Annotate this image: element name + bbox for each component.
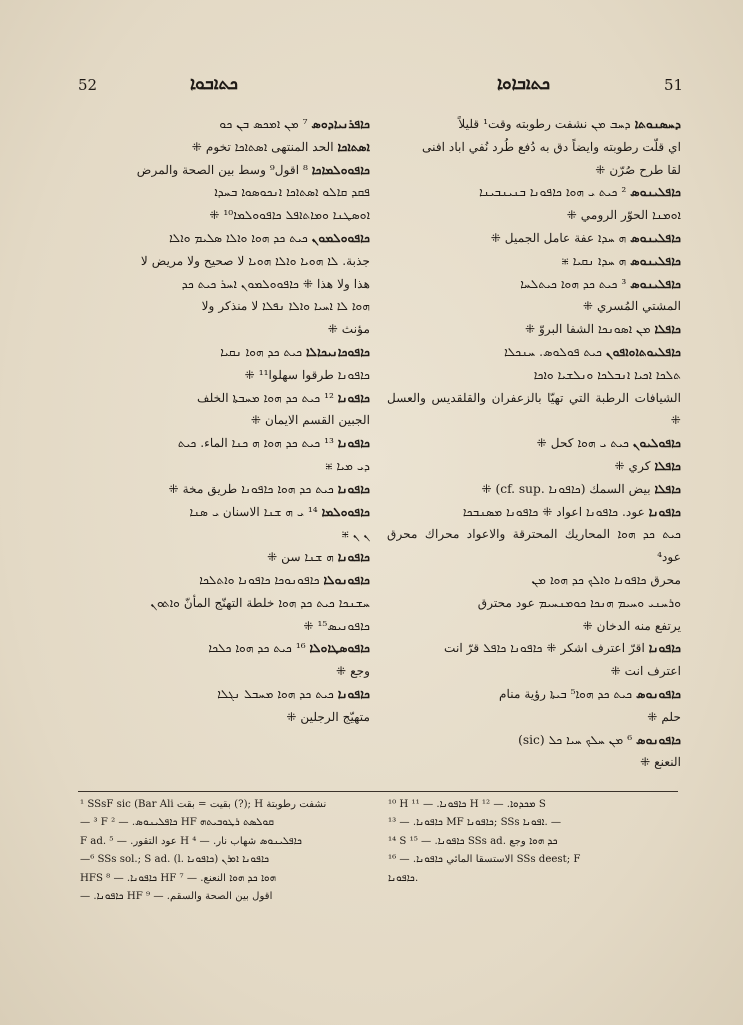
entry-line xyxy=(76,295,370,318)
gloss-text: ܘܪܚܢܝ ܘܚܝܡ ܗܢܟܐ ܟܘܡܢܚܝܡ عود محترق xyxy=(477,595,681,610)
entry-line xyxy=(387,387,681,433)
gloss-text: ܗ ܚܕܐ عفة عامل الجميل ⁜ xyxy=(490,230,627,245)
entry-line xyxy=(76,113,370,136)
footnote-line: ܟܐܦܘܢܐ. — ¹³ MF ܟܐܦܘܢܐ; SSs ܐܦܘܢܐ. — xyxy=(388,817,562,829)
gloss-text: ܕܚܒ ܡܢ نشفت رطوبته وقت¹ قليلاً xyxy=(458,117,631,131)
entry-line xyxy=(387,455,681,478)
entry-line xyxy=(387,295,681,318)
entry-line xyxy=(387,706,681,729)
entry-line xyxy=(387,523,681,569)
syriac-headword: ܟܐܦܘܢܐ xyxy=(648,504,681,519)
syriac-headword: ܟܐܦܘܢܐ xyxy=(337,436,370,451)
gloss-text: ܗ ܫܢܐ سن ⁜ xyxy=(267,550,334,565)
footnote-line: ¹⁴ S ܟܐܦܘܢܐ. — ¹⁵ SSs ad. ܟܕ ܗܘܐ وجع xyxy=(388,835,558,847)
gloss-text: ܟܐܦܘܢܐ طرقوا سهلوا¹¹ ⁜ xyxy=(244,367,370,382)
gloss-text: هذا ولا هذا ⁜ ܟܐܦܘܘܠܡܘܢ ܐܚܪ ܟܝܬ ܟܕ xyxy=(181,276,370,291)
entry-line xyxy=(76,501,370,524)
entry-line xyxy=(76,615,370,638)
gloss-text: ܟܝܬ ܝ ܗܘܐ كحل ⁜ xyxy=(536,436,630,451)
syriac-headword: ܟܐܦܘܢܘܣ xyxy=(635,686,681,701)
entry-line xyxy=(387,341,681,364)
entry-line xyxy=(387,637,681,660)
entry-line xyxy=(76,523,370,546)
entry-line xyxy=(76,592,370,615)
entry-line xyxy=(387,159,681,182)
syriac-headword: ܟܐܦܘܢܐ xyxy=(337,550,370,565)
gloss-text: ¹² ܟܝܬ ܟܕ ܗܘܐ ܡܚܒܬܐ الخلف xyxy=(197,390,334,405)
footnote-divider xyxy=(78,791,678,792)
footnote-line: — .ܟܐܦܘܢܐ HF ⁹ — .اقول بين الصحة والسقم xyxy=(80,891,273,903)
footnote-line: الاستسقا المائي ܟܐܦܘܢܐ. — ¹⁶ SSs deest; F xyxy=(388,854,581,866)
gloss-text: ܗܘܐ ܠܐ ܐܚܝܐ ܘܐܠܐ ܢܦܠܐ لا منذكر ولا xyxy=(201,299,370,314)
entry-line xyxy=(76,660,370,683)
footnote-line: HFS ⁸ — .ܟܐܦܘܢܐ HF ⁷ — .ܗܘܐ ܟܕ ܗܘܐ النعنع xyxy=(80,872,277,884)
entry-line xyxy=(387,615,681,638)
entry-line xyxy=(76,432,370,455)
gloss-text: ⁷ ܡܢ ܐܡܟܣ ܒܢ ܟܘ xyxy=(219,117,308,131)
entry-line xyxy=(387,478,681,501)
syriac-headword: ܟܐܦܘܘܠܡܐ xyxy=(321,504,370,519)
gloss-text: ܟܝܬ ܟܕ ܗܘܐ ܟܐܦܘܢܐ طريق مخة ⁜ xyxy=(168,481,334,496)
syriac-headword: ܟܐܦܘܢܐ xyxy=(337,686,370,701)
gloss-text: ¹³ ܟܝܬ ܟܕ ܗܘܐ ܗ ܟܢܐ الماء. ܟܝܬ xyxy=(177,436,334,451)
entry-line xyxy=(76,706,370,729)
left-column xyxy=(76,113,370,729)
syriac-headword: ܐܣܬܐܟܐ xyxy=(337,139,370,154)
entry-line xyxy=(76,204,370,227)
footnote-line: —⁶ SSs sol.; S ad. (l. ܟܐܦܘܢܐ) ܟܐܦܘܢܐ ܐܘܪܢ xyxy=(80,854,270,866)
left-running-title: ܟܬܐܒܘܐ xyxy=(190,74,238,94)
entry-line xyxy=(76,227,370,250)
gloss-text: ¹⁶ ܟܝܬ ܟܕ ܗܘܐ ܟܠܟܐ xyxy=(208,641,306,656)
syriac-headword: ܟܐܦܠܝܢܘܣ xyxy=(630,253,681,268)
right-running-title: ܟܬܐܒܐܘܐ xyxy=(497,74,551,94)
gloss-text: لقا طرح صُرّن ⁜ xyxy=(595,162,681,177)
entry-line xyxy=(387,660,681,683)
syriac-headword: ܟܐܦܘܢܐ xyxy=(648,641,681,656)
entry-line xyxy=(387,136,681,159)
gloss-text: المشتي المُسري ⁜ xyxy=(582,299,681,314)
syriac-headword: ܟܐܦܘܢܐ xyxy=(337,390,370,405)
gloss-text: ܚܫܢܟܐ ܟܝܬ ܟܕ ܗܘܐ خلطة التهنّج المأنّ ܘܐܬܘܢ xyxy=(150,595,370,610)
footnotes-right xyxy=(388,796,678,888)
entry-line xyxy=(76,159,370,182)
gloss-text: متهيّج الرجلين ⁜ xyxy=(286,709,370,724)
syriac-headword: ܕܚܣܢܘܬܐ xyxy=(634,117,681,131)
entry-line xyxy=(387,729,681,752)
gloss-text: ܟܐܦܘܢܝܣ¹⁵ ⁜ xyxy=(303,618,370,633)
entry-line xyxy=(76,181,370,204)
gloss-text: النعنع ⁜ xyxy=(640,755,681,770)
syriac-headword: ܟܐܦܘܢܘܣ xyxy=(635,732,681,747)
gloss-text: محرق ܟܐܦܘܢܐ ܘܐܠܟ ܟܕ ܗܘܐ ܡܢ xyxy=(531,572,681,587)
gloss-text: اعترف انت ⁜ xyxy=(610,664,681,679)
gloss-text: ܢ ܢ ⁜ xyxy=(341,527,370,542)
gloss-text: وجع ⁜ xyxy=(336,664,370,679)
entry-line xyxy=(387,364,681,387)
entry-line xyxy=(76,409,370,432)
syriac-headword: ܟܐܦܘܠܝܘܢ xyxy=(632,436,681,451)
footnote-line: ܟܐܦܘܢܐ. xyxy=(388,872,419,884)
gloss-text: ܟܝܬ ܟܕ ܗܘܐ المحاريك المحترقة والاعواد محراك محرق عود⁴ xyxy=(387,527,681,565)
entry-line xyxy=(387,592,681,615)
gloss-text: ܐܘܣܛܢܐ ܘܡܐܬܐܦܠ ܟܐܦܘܘܠܡܐ¹⁰ ⁜ xyxy=(209,208,370,223)
gloss-text: ⁶ ܡܢ ܚܠܟ ܚܝܐ ܟܠ (sic) xyxy=(518,732,633,747)
syriac-headword: ܟܐܦܘܢܘܠܐ xyxy=(323,572,370,587)
footnotes-left xyxy=(80,796,370,906)
gloss-text: ܬܠܟܐ ܐܟܝܐ ܐܢܒܠܟܐ ܘܢܠܫܝܐ ܘܐܟܐ xyxy=(533,367,681,382)
gloss-text: ܟܝܬ ܦܘܠܘܣ. ܚܢܟܠܐ xyxy=(504,344,603,359)
syriac-headword: ܟܐܦܘܢܐ xyxy=(337,481,370,496)
gloss-text: ܟܝܬ ܟܕ ܗܘܐ ܘܐܠܐ ܣܠܝܡ ܘܐܠܐ xyxy=(169,230,308,245)
gloss-text: ܟܝܬ ܟܕ ܗܘܐ ܡܚܒܠ ܢܓܠܐ xyxy=(217,686,334,701)
left-page-number: 52 xyxy=(78,76,98,94)
gloss-text: عود. ܟܐܦܘܢܐ اعواد ⁜ ܟܐܦܘܢܐ ܡܣܢܒܟܐ xyxy=(462,504,645,519)
entry-line xyxy=(387,569,681,592)
gloss-text: يرتفع منه الدخان ⁜ xyxy=(582,618,681,633)
footnote-line: — ³ F ܟܐܦܠܝܢܘܣ. — ² HF ܩܘܠܣܬ ܪܛܘܒܝܬܗ xyxy=(80,817,275,829)
syriac-headword: ܟܐܦܘܟܐܢܝܟܐܠܐ xyxy=(306,344,370,359)
syriac-headword: ܟܐܦܠܝܘܬܐܘܐܦܘܢ xyxy=(605,344,681,359)
entry-line xyxy=(387,318,681,341)
gloss-text: مؤنث ⁜ xyxy=(327,322,370,337)
entry-line xyxy=(76,569,370,592)
gloss-text: بيض السمك (ܟܐܦܘܢܐ .cf. sup) ⁜ xyxy=(481,481,651,496)
syriac-headword: ܟܐܦܘܣܛܐܘܠܐ xyxy=(309,641,370,656)
entry-line xyxy=(76,136,370,159)
footnote-line: ¹ SSsF sic (Bar Ali بقيت = بقت (?); H نشفت رطوبتة xyxy=(80,799,327,810)
gloss-text: جذبة. ܠܐ ܗܘܝܐ ܘܐܠܐ ܗܘܝܐ لا صحيح ولا مريض لا xyxy=(140,253,370,268)
entry-line xyxy=(76,546,370,569)
syriac-headword: ܟܐܦܠܐ xyxy=(654,481,681,496)
entry-line xyxy=(387,683,681,706)
entry-line xyxy=(387,227,681,250)
syriac-headword: ܟܐܦܠܝܢܘܣ xyxy=(630,185,681,200)
gloss-text: ܗ ܚܕܐ ܢܩܝܐ ⁜ xyxy=(561,253,627,268)
entry-line xyxy=(387,501,681,524)
entry-line xyxy=(387,273,681,296)
entry-line xyxy=(76,341,370,364)
syriac-headword: ܟܐܦܠܐ xyxy=(654,322,681,337)
gloss-text: اي قلّت رطوبته وايضاً دق به دُفع طُرد نُفي اباد افنى xyxy=(421,139,681,154)
syriac-headword: ܟܐܦܠܝܢܘܣ xyxy=(630,276,681,291)
entry-line xyxy=(76,273,370,296)
gloss-text: الشيافات الرطبة التي تهيّا بالزعفران والقلقديس والعسل ⁜ xyxy=(387,390,681,428)
entry-line xyxy=(76,387,370,410)
gloss-text: اقرّ اعترف اشكر ⁜ ܟܐܦܘܢܐ ܟܐܦܠ قرّ انت xyxy=(443,641,645,656)
entry-line xyxy=(76,478,370,501)
gloss-text: ¹⁴ ܝ ܗ ܫܢܐ الاسنان ܝ ܣܢܐ xyxy=(189,504,318,519)
gloss-text: ܡܢ ܐܣܘܢܟܐ الشفا البروّ ⁜ xyxy=(524,322,651,337)
entry-line xyxy=(387,181,681,204)
entry-line xyxy=(76,364,370,387)
gloss-text: ܟܝܬ ܟܕ ܗܘܐ ܢܩܝܐ xyxy=(220,344,303,359)
entry-line xyxy=(76,637,370,660)
gloss-text: ܟܐܦܘܢܘܟܐ ܟܐܦܘܢܐ ܘܐܬܠܟܐ xyxy=(199,572,320,587)
footnote-line: ¹⁰ H ܟܐܦܘܢܐ. — ¹¹ H ܡܟܕܘܐ. — ¹² S xyxy=(388,799,546,810)
entry-line xyxy=(387,250,681,273)
gloss-text: كري ⁜ xyxy=(614,458,651,473)
entry-line xyxy=(387,204,681,227)
entry-line xyxy=(76,318,370,341)
entry-line xyxy=(387,751,681,774)
gloss-text: ܦܩܕ ܩܐܠܘ ܐܣܬܐܟܐ ܐܢܟܘܣܘܐ ܒܚܕܐ xyxy=(214,185,370,200)
syriac-headword: ܟܐܦܠܐ xyxy=(654,458,681,473)
gloss-text: ܟܝܬ ܟܕ ܗܘܐ⁵ ܒܝܬܐ رؤية منام xyxy=(499,686,633,701)
entry-line xyxy=(387,113,681,136)
syriac-headword: ܟܐܦܠܝܢܘܣ xyxy=(630,230,681,245)
gloss-text: ܐܘܡܢܐ الحوّر الرومي ⁜ xyxy=(566,208,681,223)
entry-line xyxy=(76,455,370,478)
entry-line xyxy=(387,432,681,455)
entry-line xyxy=(76,250,370,273)
gloss-text: الحد المنتهى ܐܣܬܐܟܐ تخوم ⁜ xyxy=(191,139,334,154)
gloss-text: ³ ܟܝܬ ܟܕ ܗܘܐ ܟܝܬܠܚܐ xyxy=(520,276,627,291)
right-page-number: 51 xyxy=(664,76,684,94)
footnote-line: F ad. ⁵ — .عود التقور H ⁴ — .ܟܐܦܠܝܢܘܣ شهاب نار xyxy=(80,835,302,847)
gloss-text: ܕܝ ܡܝܐ ⁜ xyxy=(325,458,370,473)
right-column xyxy=(387,113,681,774)
gloss-text: الجبين القسم الايمان ⁜ xyxy=(250,413,370,428)
entry-line xyxy=(76,683,370,706)
syriac-headword: ܟܐܦܘܘܠܡܐܟܐ xyxy=(311,162,370,177)
syriac-headword: ܟܐܦܪܢܝܐܕܘܣ xyxy=(311,117,370,131)
syriac-headword: ܟܐܦܘܘܠܡܘܢ xyxy=(311,230,370,245)
gloss-text: ⁸ اقول⁹ وسط بين الصحة والمرض xyxy=(136,162,308,177)
gloss-text: حلم ⁜ xyxy=(647,709,681,724)
gloss-text: ² ܟܝܬ ܝ ܗܘܐ ܟܐܦܘܢܐ ܒܢܝܢܒܝܢܐ xyxy=(479,185,627,200)
